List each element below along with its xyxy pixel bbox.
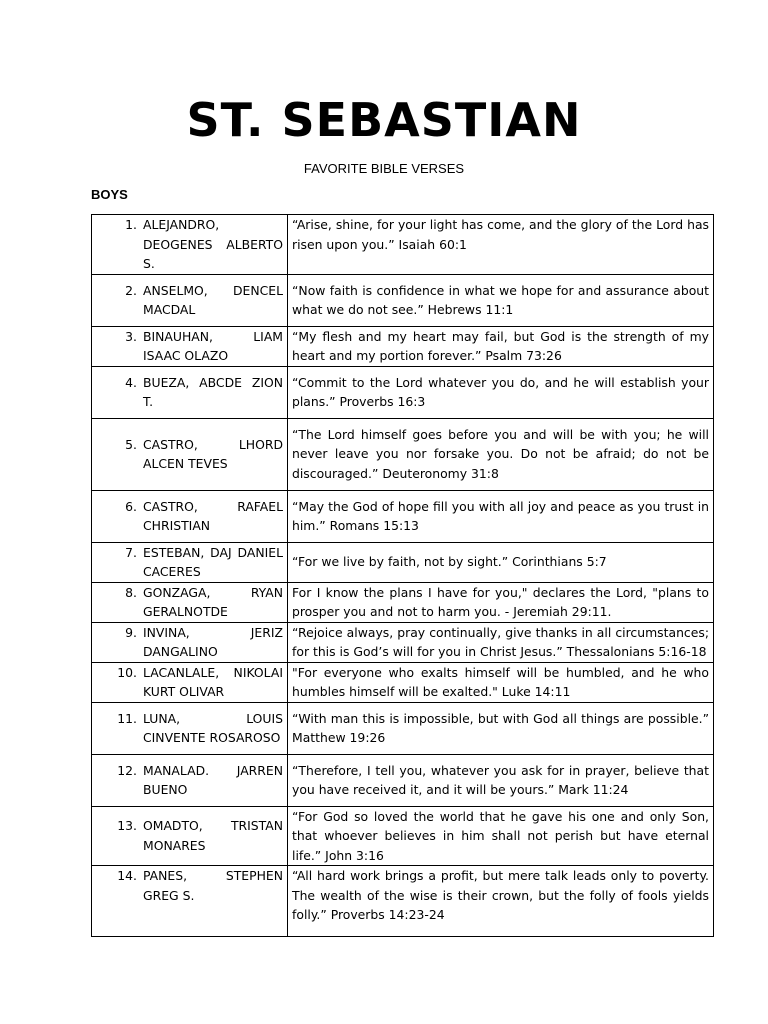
table-row (92, 702, 714, 754)
row-number: 1. (125, 217, 137, 232)
row-number: 6. (125, 498, 137, 514)
student-cell (92, 418, 288, 490)
document-subtitle: FAVORITE BIBLE VERSES (303, 161, 465, 176)
student-entry (96, 543, 283, 582)
table-row (92, 366, 714, 418)
student-entry (96, 435, 283, 474)
bible-verse: “My flesh and my heart may fail, but God is the strength of my heart and my portion forever.” Psalm 73:26 (288, 326, 714, 366)
student-cell (92, 542, 288, 582)
student-entry (96, 816, 283, 855)
student-entry (96, 373, 283, 412)
bible-verse: “Rejoice always, pray continually, give thanks in all circumstances; for this is God’s will for you in Christ Jesus.” Thessalonians 5:16-18 (288, 622, 714, 662)
row-number: 12. (117, 762, 137, 778)
student-name: PANES, STEPHEN GREG S. (143, 868, 283, 903)
student-cell (92, 806, 288, 866)
table-row (92, 622, 714, 662)
bible-verse: “Arise, shine, for your light has come, and the glory of the Lord has risen upon you.” Isaiah 60:1 (288, 215, 714, 275)
row-number: 11. (117, 710, 137, 726)
student-name: GONZAGA, RYAN GERALNOTDE (143, 584, 283, 619)
row-number: 13. (117, 818, 137, 834)
student-name: CASTRO, RAFAEL CHRISTIAN (143, 498, 283, 533)
document-title: ST. SEBASTIAN (186, 93, 582, 147)
row-number: 3. (125, 328, 137, 344)
student-entry (96, 866, 283, 905)
student-entry (96, 215, 283, 274)
bible-verse: “All hard work brings a profit, but mere talk leads only to poverty. The wealth of the wise is their crown, but the folly of fools yields folly.” Proverbs 14:23-24 (288, 866, 714, 937)
verses-table-body (92, 215, 714, 937)
student-name: LUNA, LOUIS CINVENTE ROSAROSO (143, 710, 283, 745)
student-cell (92, 326, 288, 366)
bible-verse: “Therefore, I tell you, whatever you ask for in prayer, believe that you have received it, and it will be yours.” Mark 11:24 (288, 754, 714, 806)
student-entry (96, 281, 283, 320)
table-row (92, 326, 714, 366)
bible-verse: “Now faith is confidence in what we hope for and assurance about what we do not see.” Hebrews 11:1 (288, 274, 714, 326)
table-row (92, 582, 714, 622)
row-number: 10. (117, 664, 137, 680)
table-row (92, 542, 714, 582)
student-entry (96, 327, 283, 366)
student-name: BUEZA, ABCDE ZION T. (143, 374, 283, 409)
bible-verse: “With man this is impossible, but with God all things are possible.” Matthew 19:26 (288, 702, 714, 754)
row-number: 9. (125, 624, 137, 640)
bible-verse: “The Lord himself goes before you and will be with you; he will never leave you nor forsake you. Do not be afraid; do not be discouraged.” Deuteronomy 31:8 (288, 418, 714, 490)
student-cell (92, 366, 288, 418)
section-heading: BOYS (91, 187, 128, 202)
student-cell (92, 866, 288, 937)
row-number: 2. (125, 282, 137, 298)
student-name: INVINA, JERIZ DANGALINO (143, 624, 283, 659)
table-row (92, 418, 714, 490)
table-row (92, 215, 714, 275)
bible-verse: "For everyone who exalts himself will be humbled, and he who humbles himself will be exalted." Luke 14:11 (288, 662, 714, 702)
bible-verse: “Commit to the Lord whatever you do, and he will establish your plans.” Proverbs 16:3 (288, 366, 714, 418)
student-name: BINAUHAN, LIAM ISAAC OLAZO (143, 328, 283, 363)
student-name: CASTRO, LHORD ALCEN TEVES (143, 436, 283, 471)
table-row (92, 662, 714, 702)
row-number: 7. (125, 544, 137, 560)
student-cell (92, 274, 288, 326)
student-cell (92, 490, 288, 542)
student-cell (92, 582, 288, 622)
student-cell (92, 622, 288, 662)
bible-verse: “May the God of hope fill you with all joy and peace as you trust in him.” Romans 15:13 (288, 490, 714, 542)
bible-verse: “For God so loved the world that he gave his one and only Son, that whoever believes in him shall not perish but have eternal life.” John 3:16 (288, 806, 714, 866)
student-entry (96, 761, 283, 800)
row-number: 8. (125, 584, 137, 600)
student-cell (92, 702, 288, 754)
student-cell (92, 215, 288, 275)
student-entry (96, 583, 283, 622)
verses-table (91, 214, 714, 937)
table-row (92, 754, 714, 806)
student-name: ESTEBAN, DAJ DANIEL CACERES (143, 544, 283, 579)
student-name: OMADTO, TRISTAN MONARES (143, 818, 283, 853)
student-entry (96, 709, 283, 748)
row-number: 4. (125, 374, 137, 390)
student-name: MANALAD. JARREN BUENO (143, 762, 283, 797)
student-cell (92, 754, 288, 806)
student-cell (92, 662, 288, 702)
bible-verse: For I know the plans I have for you," declares the Lord, "plans to prosper you and not to harm you. - Jeremiah 29:11. (288, 582, 714, 622)
table-row (92, 490, 714, 542)
student-name: ALEJANDRO, DEOGENES ALBERTO S. (143, 217, 283, 271)
student-name: LACANLALE, NIKOLAI KURT OLIVAR (143, 664, 283, 699)
student-entry (96, 623, 283, 662)
bible-verse: “For we live by faith, not by sight.” Corinthians 5:7 (288, 542, 714, 582)
table-row (92, 866, 714, 937)
student-name: ANSELMO, DENCEL MACDAL (143, 282, 283, 317)
row-number: 14. (117, 868, 137, 883)
student-entry (96, 497, 283, 536)
student-entry (96, 663, 283, 702)
table-row (92, 274, 714, 326)
table-row (92, 806, 714, 866)
row-number: 5. (125, 436, 137, 452)
